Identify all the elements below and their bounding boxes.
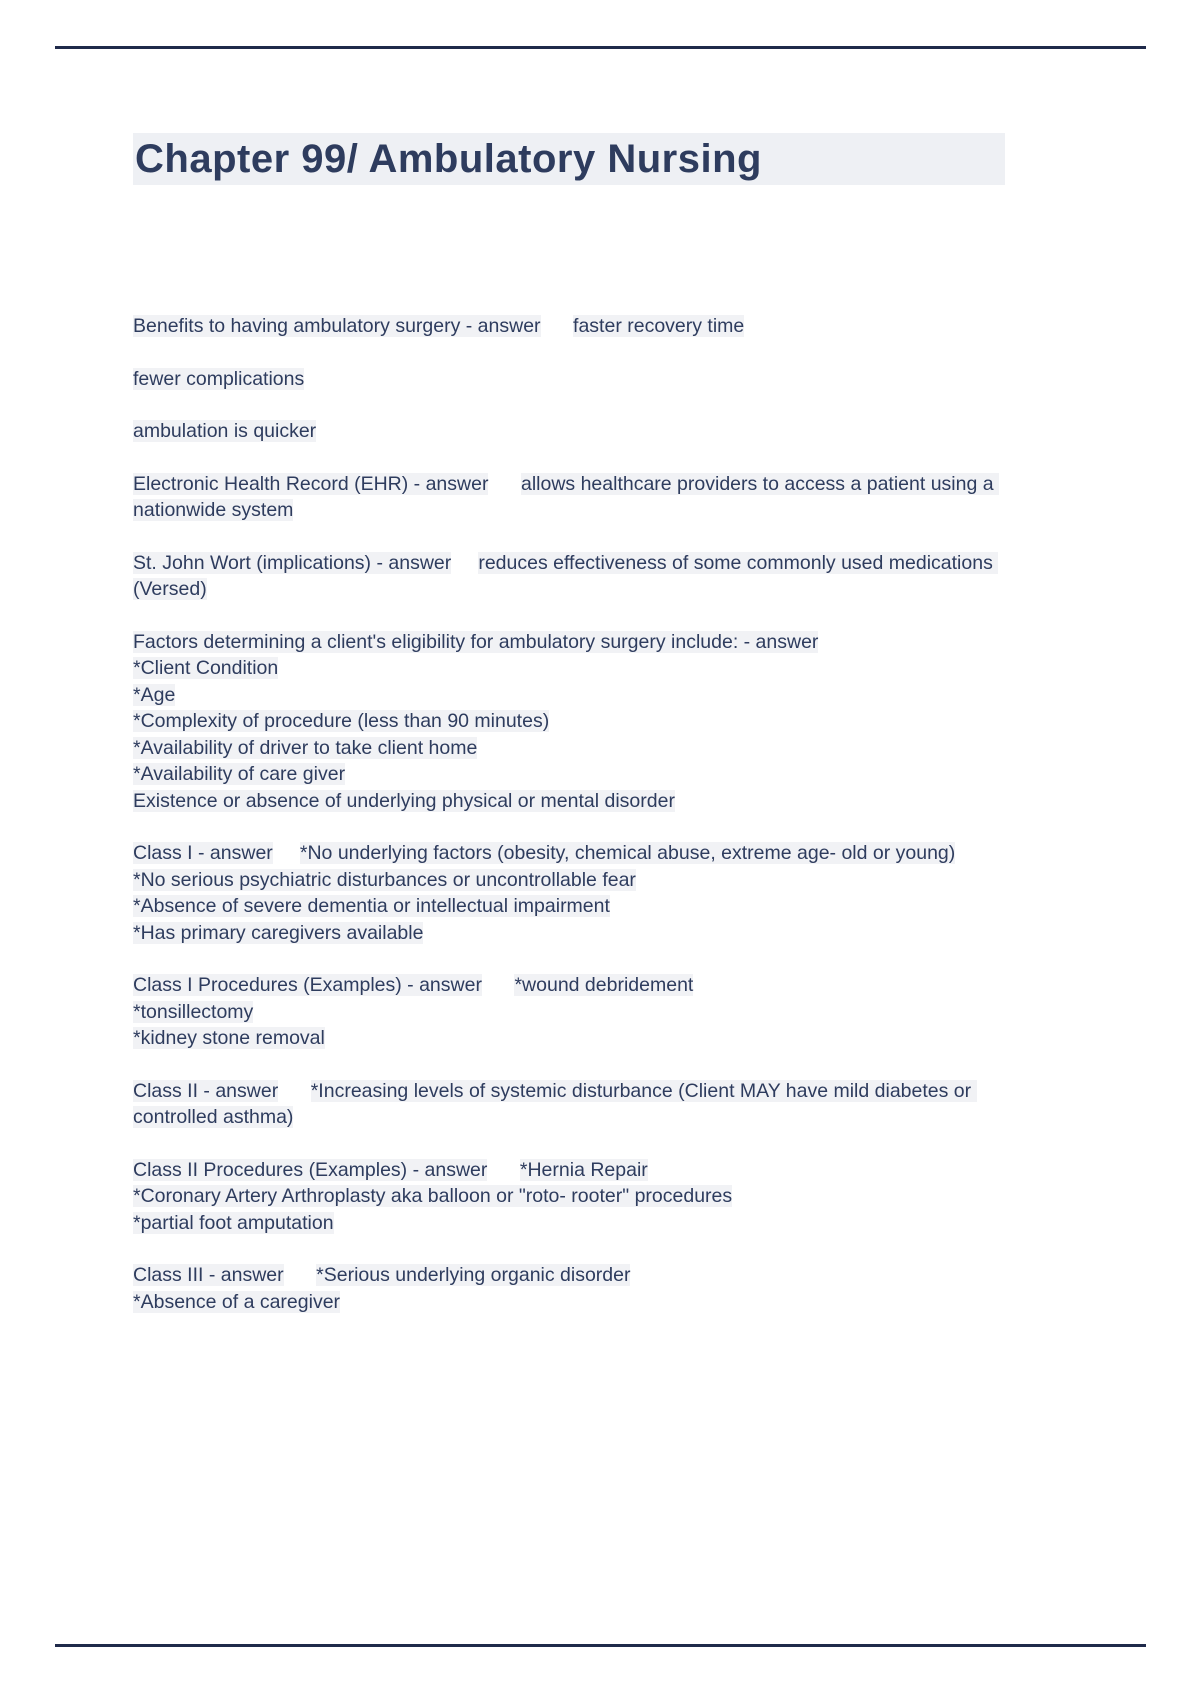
text-segment: *Client Condition: [133, 657, 279, 679]
text-segment: Benefits to having ambulatory surgery - answer: [133, 315, 541, 337]
qa-paragraph: [133, 313, 1008, 340]
text-segment: Class II - answer: [133, 1079, 279, 1102]
document-body: [133, 313, 1008, 1315]
qa-paragraph: [133, 972, 1008, 1052]
qa-paragraph: [133, 629, 1008, 815]
spacer: [487, 1159, 520, 1181]
qa-paragraph: [133, 550, 1008, 603]
spacer: [284, 1264, 317, 1286]
text-segment: Electronic Health Record (EHR) - answer: [133, 472, 489, 495]
text-segment: *No serious psychiatric disturbances or uncontrollable fear: [133, 868, 636, 891]
text-segment: Class I Procedures (Examples) - answer: [133, 974, 482, 996]
text-segment: *Hernia Repair: [519, 1158, 648, 1181]
text-segment: *Complexity of procedure (less than 90 minutes): [133, 710, 550, 732]
text-segment: Class III - answer: [133, 1264, 284, 1286]
text-segment: Class I - answer: [133, 842, 273, 864]
qa-paragraph: [133, 471, 1008, 524]
spacer: [451, 552, 478, 574]
text-segment: *Absence of severe dementia or intellectual impairment: [133, 895, 610, 917]
spacer: [273, 842, 300, 864]
spacer: [278, 1080, 311, 1102]
text-segment: *Availability of care giver: [133, 763, 346, 785]
top-border-rule: [55, 46, 1146, 49]
text-segment: *Absence of a caregiver: [133, 1290, 341, 1313]
text-segment: *Serious underlying organic disorder: [316, 1264, 631, 1286]
text-segment: Class II Procedures (Examples) - answer: [133, 1158, 488, 1181]
text-segment: *No underlying factors (obesity, chemical abuse, extreme age- old or young): [299, 842, 956, 864]
spacer: [541, 315, 574, 337]
text-segment: St. John Wort (implications) - answer: [133, 551, 452, 574]
qa-paragraph: [133, 1262, 1008, 1315]
text-segment: reduces effectiveness of some commonly used medications (Versed): [133, 551, 999, 600]
bottom-border-rule: [55, 1644, 1146, 1647]
text-segment: faster recovery time: [573, 315, 745, 337]
text-segment: ambulation is quicker: [133, 420, 317, 442]
qa-paragraph: [133, 418, 1008, 445]
qa-paragraph: [133, 840, 1008, 946]
text-segment: *wound debridement: [514, 974, 694, 996]
text-segment: Factors determining a client's eligibility for ambulatory surgery include: - answer: [133, 630, 819, 653]
qa-paragraph: [133, 1157, 1008, 1237]
text-segment: *Coronary Artery Arthroplasty aka balloon or "roto- rooter" procedures: [133, 1185, 733, 1207]
text-segment: Existence or absence of underlying physical or mental disorder: [133, 789, 675, 812]
qa-paragraph: [133, 1078, 1008, 1131]
text-segment: fewer complications: [133, 367, 305, 390]
text-segment: *Increasing levels of systemic disturbance (Client MAY have mild diabetes or controlled asthma): [133, 1079, 977, 1128]
text-segment: allows healthcare providers to access a patient using a nationwide system: [133, 472, 999, 521]
document-content: [133, 133, 1008, 1341]
text-segment: *Has primary caregivers available: [133, 921, 424, 944]
text-segment: *Age: [133, 683, 176, 706]
spacer: [482, 974, 515, 996]
text-segment: *Availability of driver to take client home: [133, 736, 478, 759]
text-segment: *tonsillectomy: [133, 1000, 254, 1023]
page-title: Chapter 99/ Ambulatory Nursing: [133, 133, 1005, 185]
text-segment: *kidney stone removal: [133, 1027, 325, 1049]
qa-paragraph: [133, 366, 1008, 393]
spacer: [488, 473, 521, 495]
text-segment: *partial foot amputation: [133, 1211, 334, 1234]
